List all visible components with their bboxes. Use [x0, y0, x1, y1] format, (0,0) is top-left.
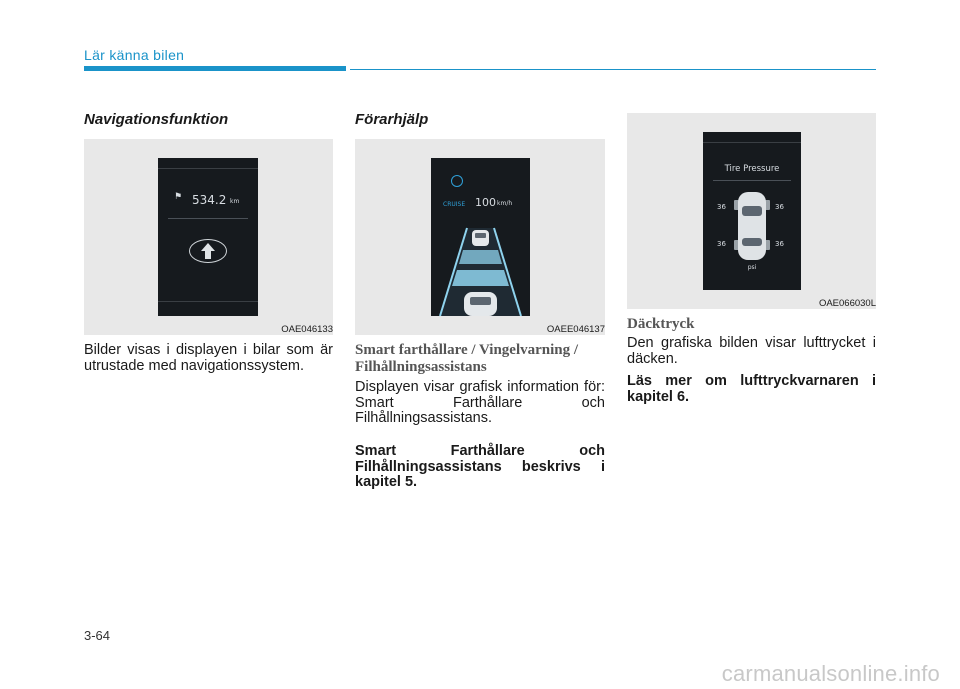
nav-function-title: Navigationsfunktion: [84, 111, 229, 128]
car-top-view-icon: [734, 190, 770, 262]
section-header: Lär känna bilen: [84, 47, 185, 63]
distance-unit: km: [230, 198, 240, 205]
speed-value: 100: [475, 196, 496, 209]
tire-body-text: Den grafiska bilden visar lufttrycket i däcken.: [627, 335, 876, 367]
subtitle-line: Smart farthållare / Vingelvarning /: [355, 342, 579, 358]
speed-unit: km/h: [497, 200, 513, 207]
direction-arrow-icon: [189, 239, 227, 263]
pressure-unit: psi: [747, 264, 757, 271]
tire-front-right: 36: [775, 203, 784, 211]
watermark-site: carmanualsonline.info: [721, 661, 940, 686]
figure-code: OAEE046137: [546, 324, 605, 335]
figure-code: OAE046133: [281, 324, 333, 335]
distance-value: 534.2: [192, 193, 227, 207]
page-number: 3-64: [84, 628, 111, 643]
flag-icon: ⚑: [174, 192, 183, 202]
nav-figure: [84, 139, 333, 335]
cruise-note-text: Smart Farthållare och Filhållningsassistans beskrivs i kapitel 5.: [355, 443, 605, 490]
tire-rear-left: 36: [717, 240, 726, 248]
cruise-icon: [451, 175, 463, 187]
header-bar: [84, 66, 346, 71]
cruise-body-text: Displayen visar grafisk information för: Smart Farthållare och Filhållningsassistans.: [355, 379, 605, 426]
tire-screen-title: Tire Pressure: [724, 164, 780, 174]
cruise-display: [431, 158, 530, 316]
tire-note-text: Läs mer om lufttryckvarnaren i kapitel 6.: [627, 373, 876, 405]
tire-rear-right: 36: [775, 240, 784, 248]
lane-graphic: [431, 220, 530, 316]
cruise-label: CRUISE: [443, 201, 466, 208]
nav-display: [158, 158, 258, 316]
tire-pressure-title: Däcktryck: [627, 316, 695, 332]
tire-figure: [627, 113, 876, 309]
tire-display: [703, 132, 801, 290]
tire-front-left: 36: [717, 203, 726, 211]
cruise-subtitle: [355, 342, 605, 376]
header-rule: [350, 69, 876, 70]
nav-body-text: Bilder visas i displayen i bilar som är utrustade med navigationssystem.: [84, 342, 333, 374]
figure-code: OAE066030L: [818, 298, 876, 309]
driver-assist-title: Förarhjälp: [355, 111, 429, 128]
cruise-figure: [355, 139, 605, 335]
subtitle-line: Filhållningsassistans: [355, 359, 487, 375]
